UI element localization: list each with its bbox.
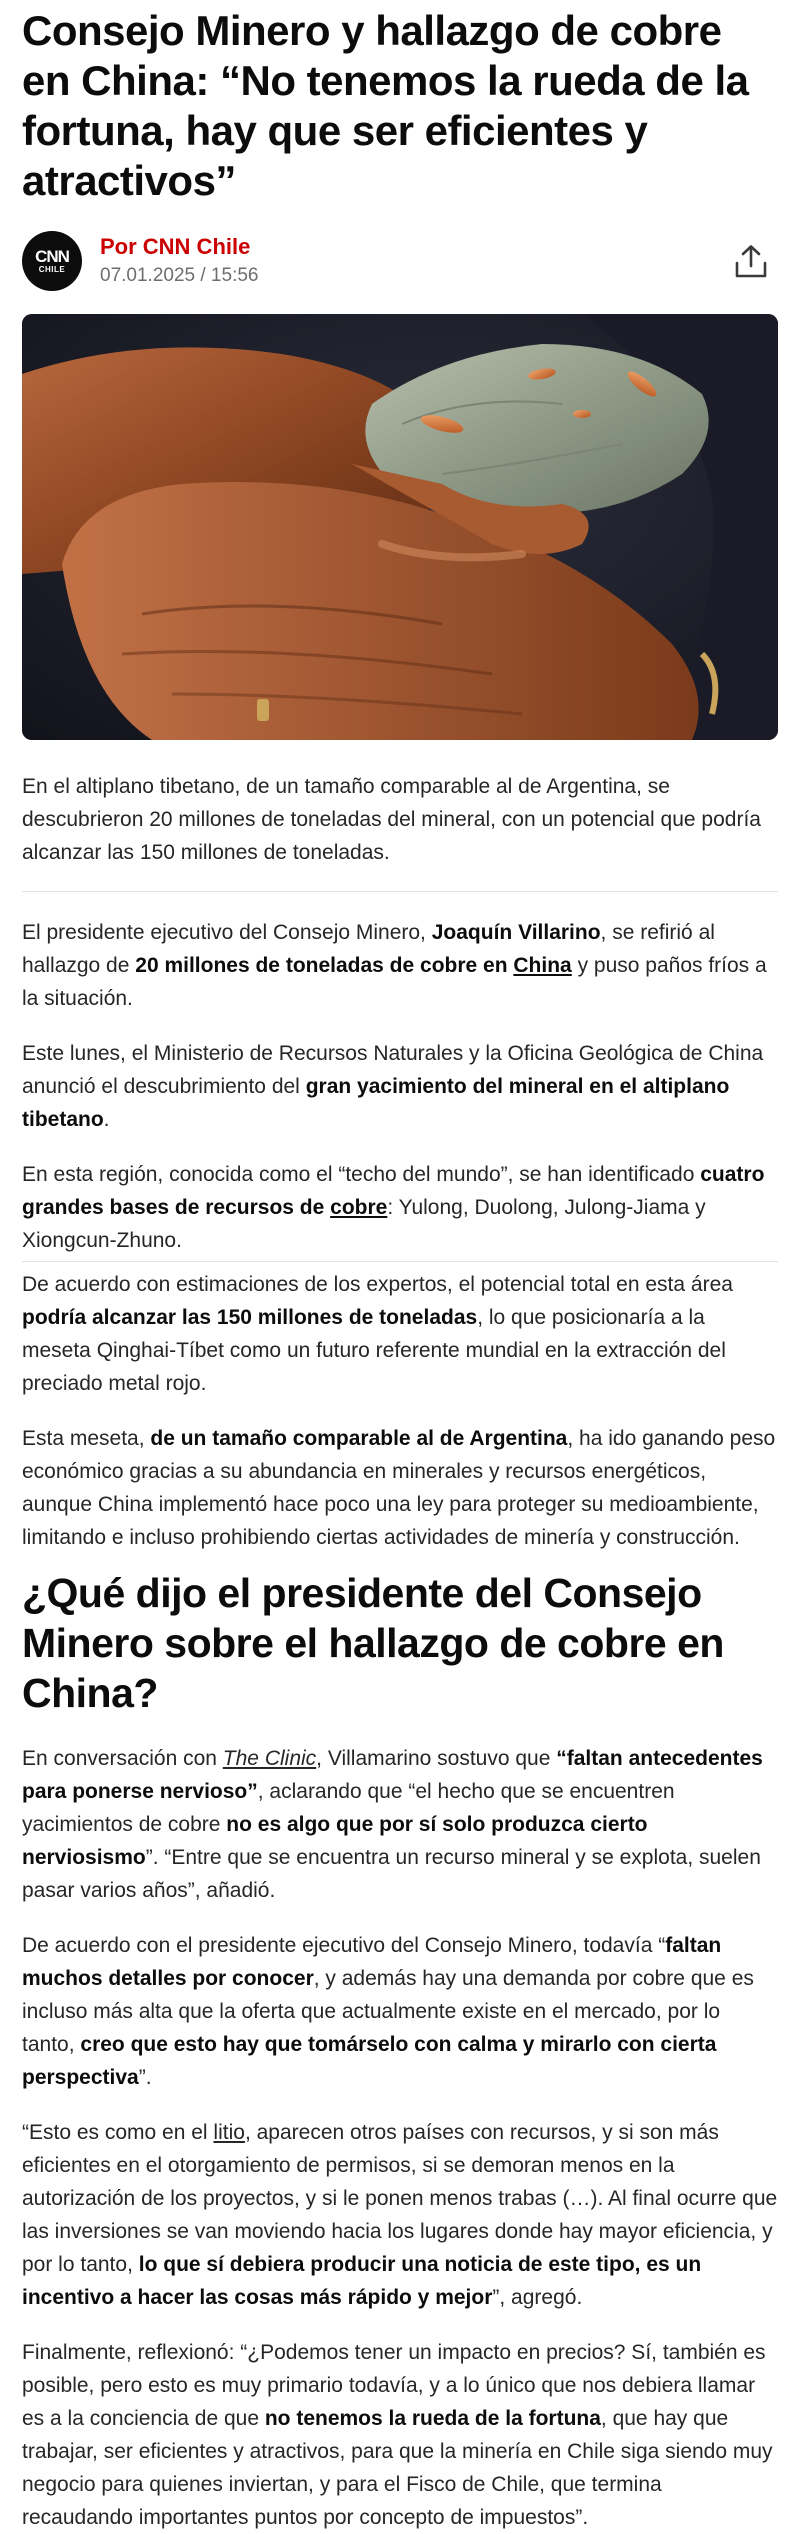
- bold-span: Joaquín Villarino: [431, 921, 601, 944]
- link-the-clinic[interactable]: The Clinic: [222, 1747, 317, 1770]
- text-span: De acuerdo con el presidente ejecutivo del Consejo Minero, todavía “: [22, 1934, 666, 1957]
- paragraph-3: [22, 1158, 778, 1257]
- text-span: : Yulong, Duolong, Julong-Jiama y Xiongcun-Zhuno.: [22, 1196, 706, 1252]
- text-span: , Villamarino sostuvo que: [316, 1747, 557, 1770]
- text-span: De acuerdo con estimaciones de los expertos, el potencial total en esta área: [22, 1273, 733, 1296]
- logo-text-chile: CHILE: [38, 265, 66, 274]
- bold-span: podría alcanzar las 150 millones de toneladas: [22, 1306, 478, 1329]
- paragraph-2: [22, 1037, 778, 1136]
- bold-span: de un tamaño comparable al de Argentina: [150, 1427, 568, 1450]
- link-china[interactable]: China: [513, 954, 572, 977]
- bold-span: no tenemos la rueda de la fortuna: [264, 2407, 601, 2430]
- text-span: Esta meseta,: [22, 1427, 151, 1450]
- text-span: , aparecen otros países con recursos, y si son más eficientes en el otorgamiento de permisos, si se demoran menos en la autorización de los proyectos, y si le ponen menos trabas (…). Al final ocurre que las inversiones se van moviendo hacia los lugares donde hay mayor eficiencia, y por lo tanto,: [22, 2121, 778, 2276]
- publish-date: 07.01.2025 / 15:56: [100, 265, 259, 286]
- bold-span: 20 millones de toneladas de cobre en: [135, 954, 514, 977]
- text-span: Finalmente, reflexionó: “¿Podemos tener un impacto en precios? Sí, también es posible, pero esto es muy primario todavía, y a lo único que nos debiera llamar es a la conciencia de que: [22, 2341, 766, 2430]
- text-span: En conversación con: [22, 1747, 223, 1770]
- text-span: , ha ido ganando peso económico gracias a su abundancia en minerales y recursos energéticos, aunque China implementó hace poco una ley para proteger su medioambiente, limitando e incluso prohibiendo ciertas actividades de minería y construcción.: [22, 1427, 776, 1549]
- text-span: “Esto es como en el: [22, 2121, 214, 2144]
- text-span: ”.: [138, 2066, 152, 2089]
- cnn-chile-logo[interactable]: [22, 231, 82, 291]
- text-span: , y además hay una demanda por cobre que es incluso más alta que la oferta que actualmente existe en el mercado, por lo tanto,: [22, 1967, 754, 2056]
- bold-span: “faltan antecedentes para ponerse nervioso”: [22, 1747, 763, 1803]
- author-link[interactable]: Por CNN Chile: [100, 234, 251, 259]
- text-span: El presidente ejecutivo del Consejo Minero,: [22, 921, 432, 944]
- byline: [22, 230, 778, 292]
- article-hero-image: [22, 314, 778, 740]
- text-span: y puso paños fríos a la situación.: [22, 954, 767, 1010]
- text-span: , que hay que trabajar, ser eficientes y atractivos, para que la minería en Chile siga siendo muy negocio para quienes inviertan, y para el Fisco de Chile, que termina recaudando importantes puntos por concepto de impuestos”.: [22, 2407, 773, 2529]
- link-litio[interactable]: litio: [213, 2121, 245, 2144]
- text-span: .: [103, 1108, 110, 1131]
- paragraph-7: [22, 1929, 778, 2094]
- bold-span: no es algo que por sí solo produzca cierto nerviosismo: [22, 1813, 648, 1869]
- paragraph-1: [22, 916, 778, 1015]
- link-cobre[interactable]: cobre: [330, 1196, 388, 1219]
- paragraph-9: [22, 2336, 778, 2534]
- text-span: Este lunes, el Ministerio de Recursos Naturales y la Oficina Geológica de China anunció el descubrimiento del: [22, 1042, 764, 1098]
- text-span: En esta región, conocida como el “techo del mundo”, se han identificado: [22, 1163, 701, 1186]
- text-span: ”. “Entre que se encuentra un recurso mineral y se explota, suelen pasar varios años”, añadió.: [22, 1846, 761, 1902]
- paragraph-4: [22, 1261, 778, 1400]
- article-headline: Consejo Minero y hallazgo de cobre en China: “No tenemos la rueda de la fortuna, hay que ser eficientes y atractivos”: [22, 7, 749, 204]
- bold-span: cuatro grandes bases de recursos de: [22, 1163, 765, 1219]
- share-upload-icon[interactable]: [734, 244, 768, 280]
- bold-span: creo que esto hay que tomárselo con calma y mirarlo con cierta perspectiva: [22, 2033, 717, 2089]
- hands-holding-copper-ore-image: [22, 314, 778, 740]
- section-heading: ¿Qué dijo el presidente del Consejo Minero sobre el hallazgo de cobre en China?: [22, 1570, 724, 1716]
- bold-span: faltan muchos detalles por conocer: [22, 1934, 722, 1990]
- byline-text: [100, 233, 258, 289]
- paragraph-5: [22, 1422, 778, 1554]
- text-span: , se refirió al hallazgo de: [22, 921, 715, 977]
- text-span: , lo que posicionaría a la meseta Qinghai-Tíbet como un futuro referente mundial en la extracción del preciado metal rojo.: [22, 1306, 726, 1395]
- bold-span: gran yacimiento del mineral en el altiplano tibetano: [22, 1075, 730, 1131]
- logo-text-cnn: CNN: [35, 247, 69, 266]
- bold-span: lo que sí debiera producir una noticia de este tipo, es un incentivo a hacer las cosas más rápido y mejor: [22, 2253, 702, 2309]
- text-span: , aclarando que “el hecho que se encuentren yacimientos de cobre: [22, 1780, 675, 1836]
- paragraph-8: [22, 2116, 778, 2314]
- text-span: ”, agregó.: [492, 2286, 583, 2309]
- image-caption: En el altiplano tibetano, de un tamaño comparable al de Argentina, se descubrieron 20 millones de toneladas del mineral, con un potencial que podría alcanzar las 150 millones de toneladas.: [22, 770, 778, 892]
- paragraph-6: [22, 1742, 778, 1907]
